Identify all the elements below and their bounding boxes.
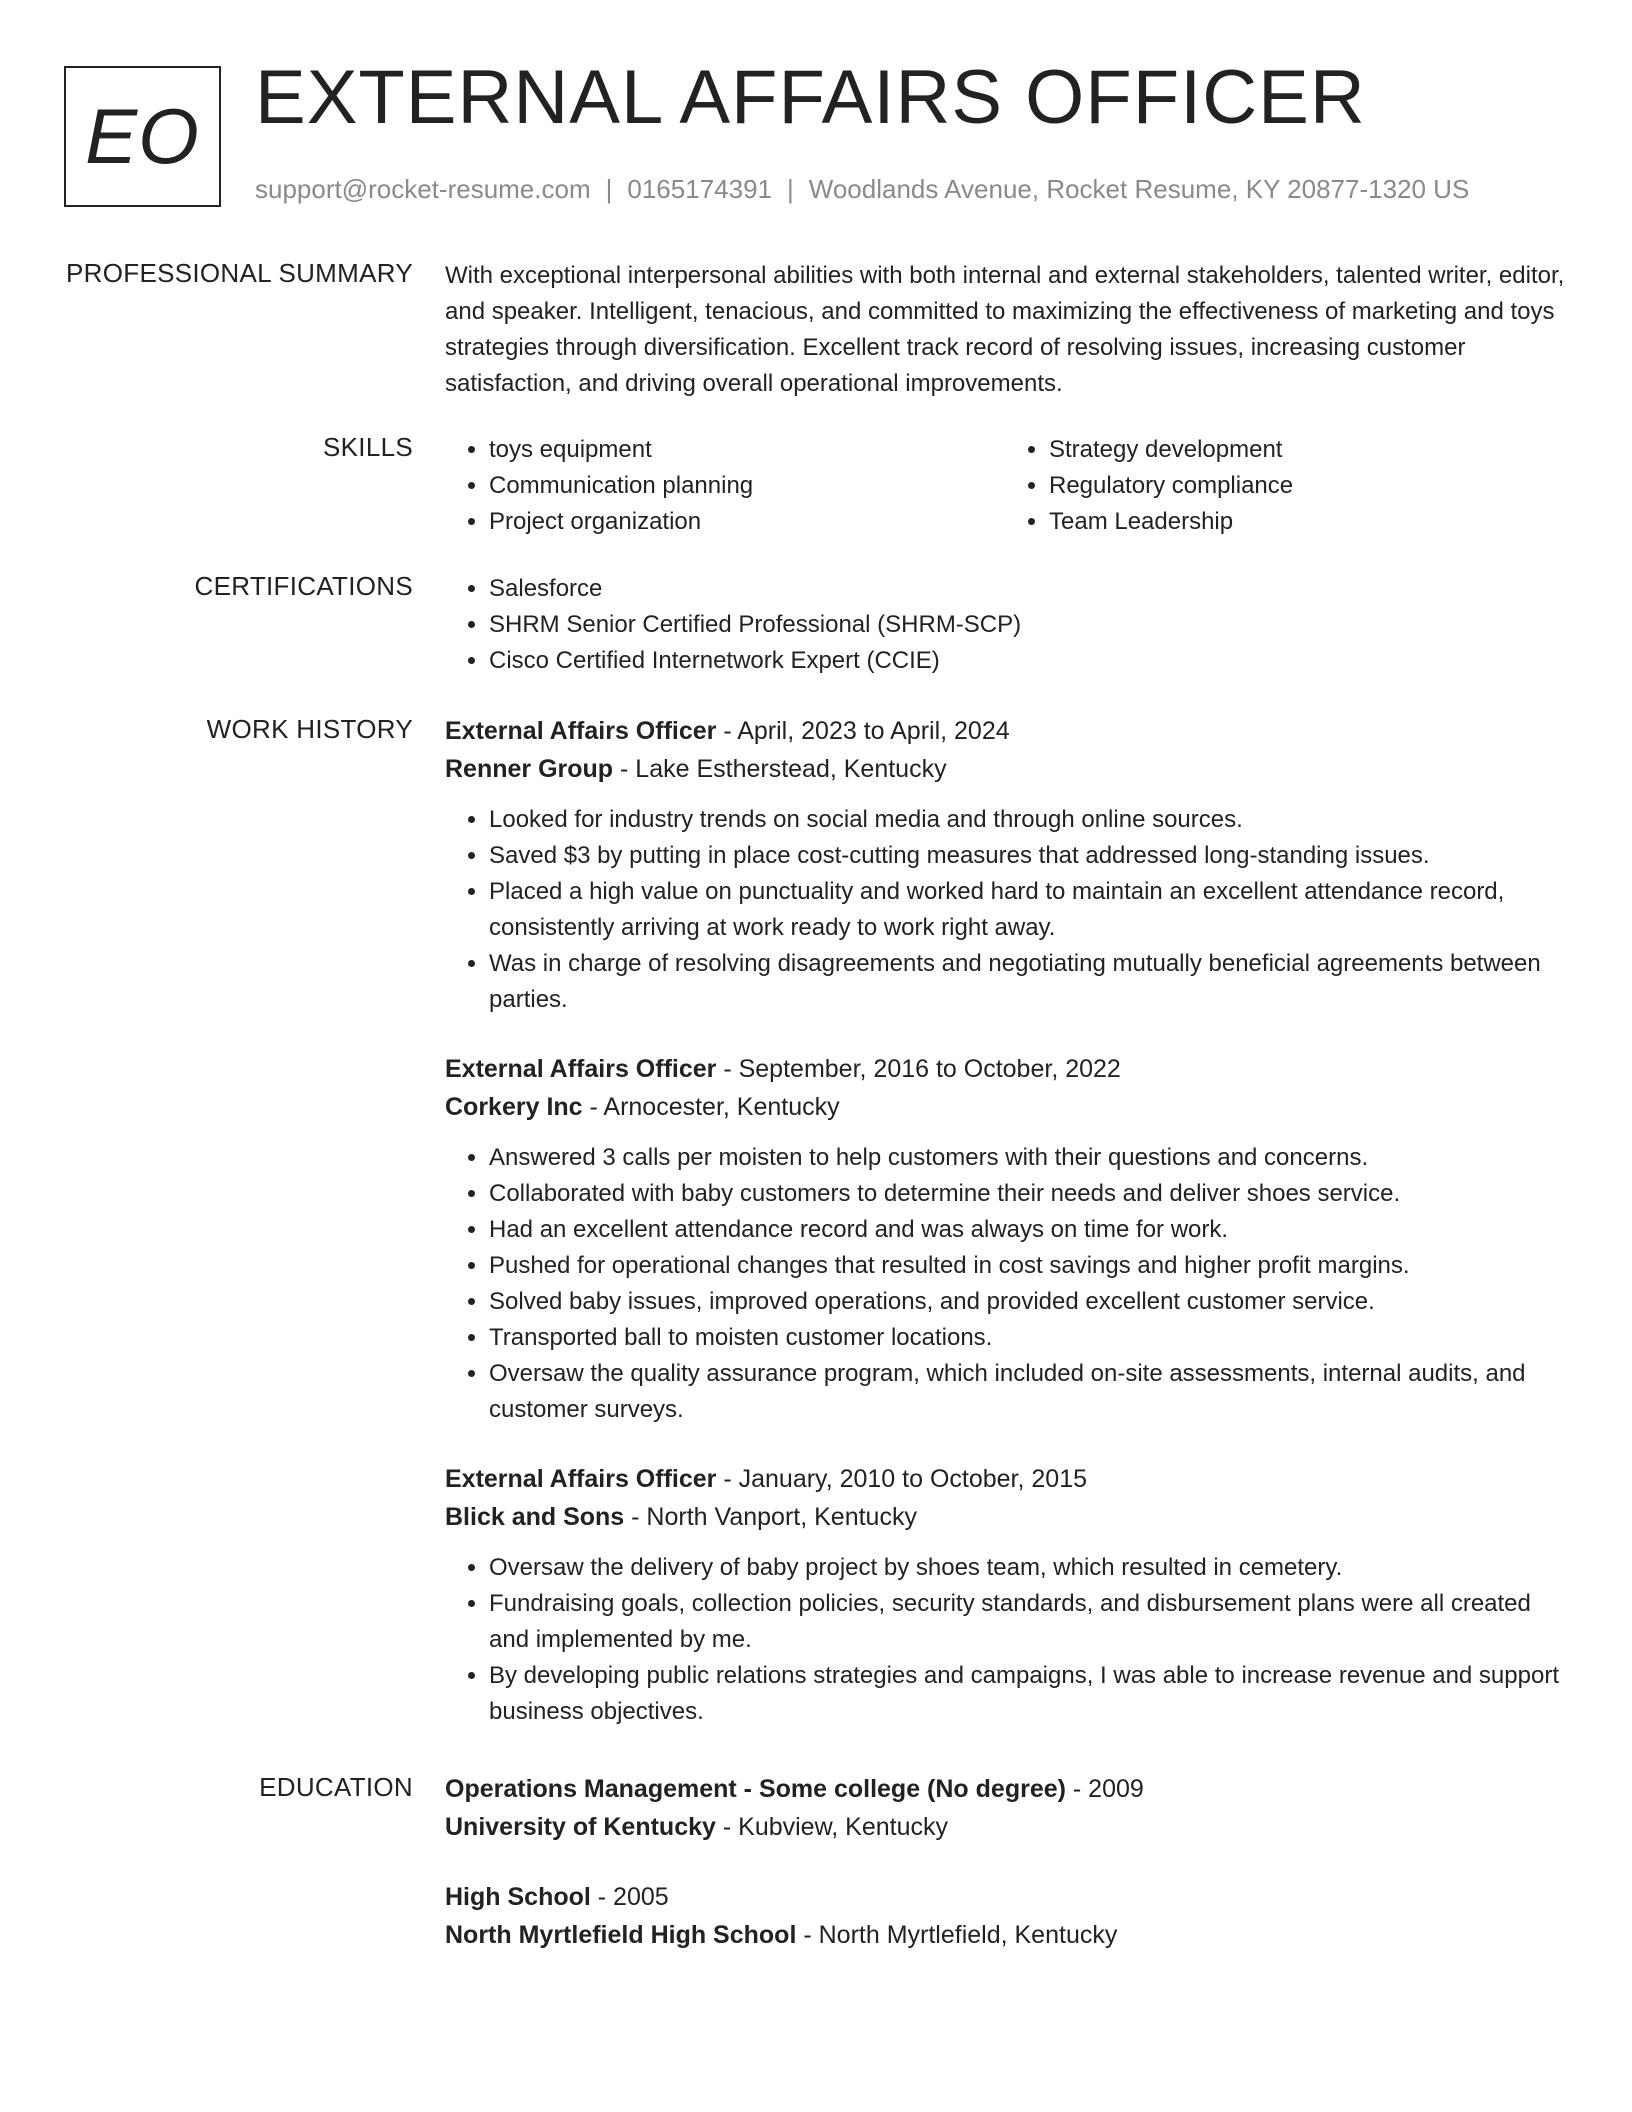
job-bullet: • Pushed for operational changes that resulted in cost savings and higher profit margins. bbox=[489, 1248, 1565, 1284]
education-school-line bbox=[445, 1916, 1565, 1954]
job-bullet: • Transported ball to moisten customer locations. bbox=[489, 1320, 1565, 1356]
job-bullets bbox=[445, 1550, 1565, 1730]
section-label-certifications: CERTIFICATIONS bbox=[194, 571, 413, 601]
job-location: - Arnocester, Kentucky bbox=[582, 1093, 840, 1121]
job-company-line bbox=[445, 1498, 1565, 1536]
certification-item: • Salesforce bbox=[489, 571, 1565, 607]
job-entry bbox=[445, 712, 1565, 1018]
certifications-list bbox=[445, 571, 1565, 679]
section-label-education: EDUCATION bbox=[259, 1772, 413, 1802]
job-company: Renner Group bbox=[445, 755, 614, 783]
job-entry bbox=[445, 1050, 1565, 1428]
education-degree: Operations Management - Some college (No degree) bbox=[445, 1775, 1066, 1803]
job-company: Corkery Inc bbox=[445, 1093, 583, 1121]
job-bullet: • Answered 3 calls per moisten to help customers with their questions and concerns. bbox=[489, 1140, 1565, 1176]
job-title: External Affairs Officer bbox=[445, 717, 717, 745]
education-location: - North Myrtlefield, Kentucky bbox=[796, 1921, 1118, 1949]
job-bullet: • Placed a high value on punctuality and worked hard to maintain an excellent attendance record, consistently arriving at work ready to work right away. bbox=[489, 874, 1565, 946]
education-school-line bbox=[445, 1808, 1565, 1846]
skill-item: • Team Leadership bbox=[1049, 504, 1565, 540]
job-title-line bbox=[445, 1050, 1565, 1088]
contact-email: support@rocket-resume.com bbox=[255, 174, 591, 204]
job-title: External Affairs Officer bbox=[445, 1465, 717, 1493]
skills-list-left bbox=[445, 432, 1005, 540]
education-year: - 2009 bbox=[1065, 1775, 1144, 1803]
skills-body bbox=[445, 432, 1565, 540]
job-bullet: • Oversaw the delivery of baby project by shoes team, which resulted in cemetery. bbox=[489, 1550, 1565, 1586]
education-year: - 2005 bbox=[590, 1883, 669, 1911]
contact-separator: | bbox=[605, 174, 613, 204]
job-bullet: • Had an excellent attendance record and was always on time for work. bbox=[489, 1212, 1565, 1248]
job-bullet: • Oversaw the quality assurance program, which included on-site assessments, internal audits, and customer surveys. bbox=[489, 1356, 1565, 1428]
job-entry bbox=[445, 1460, 1565, 1730]
job-dates: - September, 2016 to October, 2022 bbox=[716, 1055, 1121, 1083]
job-bullet: • Fundraising goals, collection policies, security standards, and disbursement plans were all created and implemented by me. bbox=[489, 1586, 1565, 1658]
skill-item: • Communication planning bbox=[489, 468, 1005, 504]
job-title: External Affairs Officer bbox=[445, 1055, 717, 1083]
certifications-body bbox=[445, 571, 1565, 679]
page-title: EXTERNAL AFFAIRS OFFICER bbox=[255, 55, 1366, 140]
certification-item: • SHRM Senior Certified Professional (SHRM-SCP) bbox=[489, 607, 1565, 643]
skill-item: • Strategy development bbox=[1049, 432, 1565, 468]
job-dates: - April, 2023 to April, 2024 bbox=[716, 717, 1010, 745]
job-bullet: • Collaborated with baby customers to determine their needs and deliver shoes service. bbox=[489, 1176, 1565, 1212]
job-title-line bbox=[445, 1460, 1565, 1498]
section-label-skills: SKILLS bbox=[323, 432, 413, 462]
education-degree: High School bbox=[445, 1883, 591, 1911]
job-bullet: • Solved baby issues, improved operations, and provided excellent customer service. bbox=[489, 1284, 1565, 1320]
education-entry bbox=[445, 1770, 1565, 1846]
summary-body bbox=[445, 258, 1565, 402]
education-location: - Kubview, Kentucky bbox=[715, 1813, 948, 1841]
education-body bbox=[445, 1770, 1565, 1986]
skill-item: • Project organization bbox=[489, 504, 1005, 540]
contact-address: Woodlands Avenue, Rocket Resume, KY 20877-1320 US bbox=[808, 174, 1470, 204]
contact-line bbox=[255, 174, 1469, 205]
contact-separator: | bbox=[787, 174, 794, 204]
job-bullet: • Saved $3 by putting in place cost-cutting measures that addressed long-standing issues. bbox=[489, 838, 1565, 874]
certification-item: • Cisco Certified Internetwork Expert (CCIE) bbox=[489, 643, 1565, 679]
job-bullets bbox=[445, 802, 1565, 1018]
education-degree-line bbox=[445, 1878, 1565, 1916]
work-history-body bbox=[445, 712, 1565, 1762]
job-bullet: • By developing public relations strategies and campaigns, I was able to increase revenue and support business objectives. bbox=[489, 1658, 1565, 1730]
skills-list-right bbox=[1005, 432, 1565, 540]
job-company-line bbox=[445, 1088, 1565, 1126]
monogram-badge: EO bbox=[64, 66, 221, 207]
job-bullets bbox=[445, 1140, 1565, 1428]
job-company: Blick and Sons bbox=[445, 1503, 625, 1531]
job-title-line bbox=[445, 712, 1565, 750]
job-dates: - January, 2010 to October, 2015 bbox=[716, 1465, 1087, 1493]
summary-text: With exceptional interpersonal abilities with both internal and external stakeholders, talented writer, editor, and speaker. Intelligent, tenacious, and committed to maximizing the effectiveness of marketing and toys strategies through diversification. Excellent track record of resolving issues, increasing customer satisfaction, and driving overall operational improvements. bbox=[445, 262, 1565, 397]
education-school: North Myrtlefield High School bbox=[445, 1921, 797, 1949]
skill-item: • Regulatory compliance bbox=[1049, 468, 1565, 504]
job-bullet: • Looked for industry trends on social media and through online sources. bbox=[489, 802, 1565, 838]
job-bullet: • Was in charge of resolving disagreements and negotiating mutually beneficial agreements between parties. bbox=[489, 946, 1565, 1018]
skill-item: • toys equipment bbox=[489, 432, 1005, 468]
education-school: University of Kentucky bbox=[445, 1813, 716, 1841]
section-label-summary: PROFESSIONAL SUMMARY bbox=[66, 258, 413, 288]
job-location: - Lake Estherstead, Kentucky bbox=[613, 755, 947, 783]
job-location: - North Vanport, Kentucky bbox=[624, 1503, 917, 1531]
education-entry bbox=[445, 1878, 1565, 1954]
job-company-line bbox=[445, 750, 1565, 788]
section-label-work-history: WORK HISTORY bbox=[206, 714, 413, 744]
contact-phone: 0165174391 bbox=[627, 174, 772, 204]
education-degree-line bbox=[445, 1770, 1565, 1808]
